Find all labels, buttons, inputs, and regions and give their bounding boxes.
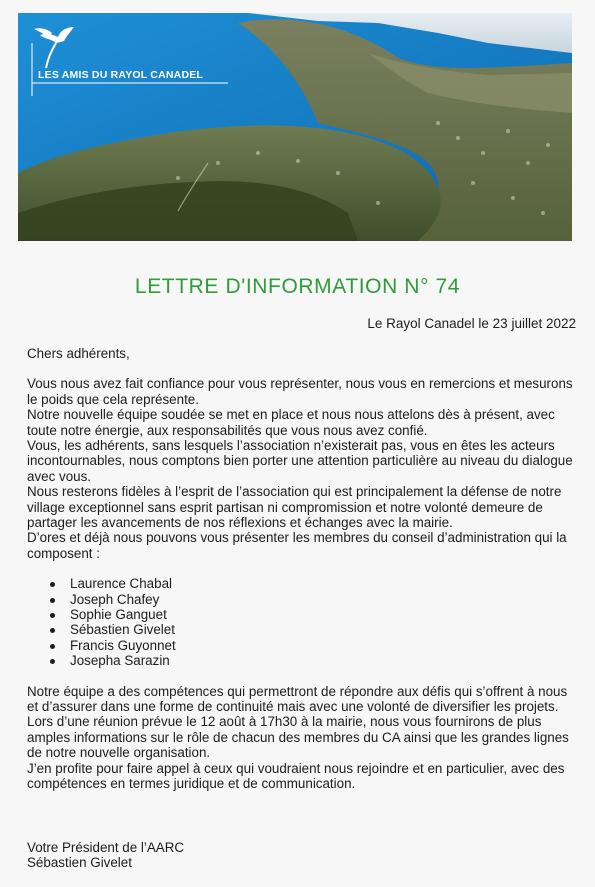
list-item: Laurence Chabal bbox=[47, 576, 575, 591]
signature-name: Sébastien Givelet bbox=[27, 855, 132, 871]
paragraph: Notre nouvelle équipe soudée se met en place et nous nous attelons dès à présent, avec toute notre énergie, aux responsabilités que vous nous avez confié. bbox=[27, 407, 555, 438]
pine-tree-icon bbox=[18, 13, 228, 96]
board-members-list bbox=[27, 576, 575, 668]
logo-text: LES AMIS DU RAYOL CANADEL bbox=[38, 69, 204, 81]
newsletter-title: LETTRE D'INFORMATION N° 74 bbox=[134, 275, 461, 298]
paragraph: Vous nous avez fait confiance pour vous représenter, nous vous en remercions et mesurons le poids que cela représente. bbox=[27, 376, 573, 407]
paragraph: Notre équipe a des compétences qui permettront de répondre aux défis qui s’offrent à nous et d’assurer dans une forme de continuité mais avec une volonté de diversifier les projets. bbox=[27, 683, 568, 715]
paragraph: D’ores et déjà nous pouvons vous présenter les membres du conseil d’administration qui la composent : bbox=[27, 530, 567, 561]
association-logo bbox=[18, 13, 228, 96]
signature-block bbox=[27, 840, 184, 871]
greeting: Chers adhérents, bbox=[27, 346, 130, 361]
paragraph: Nous resterons fidèles à l’esprit de l’association qui est principalement la défense de notre village exceptionnel sans esprit partisan ni compromission et notre volonté demeure de partager les avancements de nos réflexions et échanges avec la mairie. bbox=[27, 484, 562, 531]
paragraph: J’en profite pour faire appel à ceux qui voudraient nous rejoindre et en particulier, avec des compétences en termes juridique et de communication. bbox=[27, 760, 565, 792]
dateline: Le Rayol Canadel le 23 juillet 2022 bbox=[367, 316, 576, 331]
signature-role: Votre Président de l’AARC bbox=[27, 840, 185, 855]
paragraph: Lors d’une réunion prévue le 12 août à 17h30 à la mairie, nous vous fournirons de plus amples informations sur le rôle de chacun des membres du CA ainsi que les grandes lignes de notre nouvelle organisation. bbox=[27, 714, 569, 761]
paragraph: Vous, les adhérents, sans lesquels l’association n’existerait pas, vous en êtes les acteurs incontournables, nous comptons bien porter une attention particulière au niveau du dialogue avec vous. bbox=[27, 438, 573, 484]
letter-body bbox=[27, 346, 575, 791]
list-item: Sébastien Givelet bbox=[47, 622, 575, 637]
header-banner-photo bbox=[18, 13, 572, 241]
list-item: Joseph Chafey bbox=[47, 592, 575, 607]
list-item: Josepha Sarazin bbox=[47, 653, 575, 668]
list-item: Sophie Ganguet bbox=[47, 607, 575, 622]
list-item: Francis Guyonnet bbox=[47, 638, 575, 653]
